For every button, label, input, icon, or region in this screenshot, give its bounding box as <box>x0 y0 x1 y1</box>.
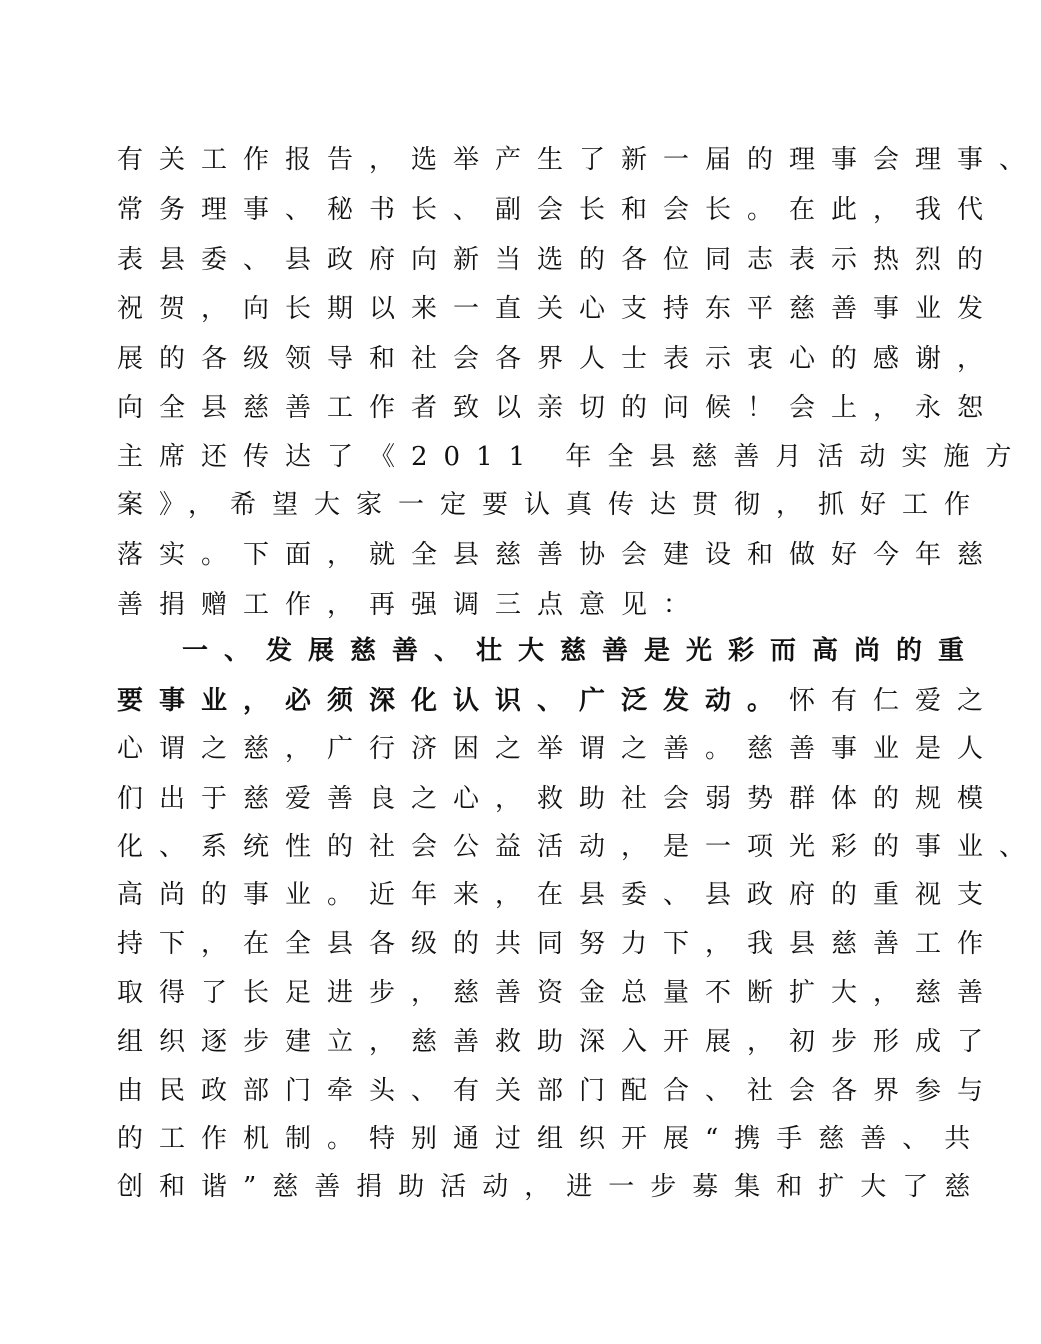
text-line: 表县委、县政府向新当选的各位同志表示热烈的 <box>117 245 1000 275</box>
text-line: 有关工作报告，选举产生了新一届的理事会理事、 <box>117 145 1041 175</box>
text-line: 祝贺，向长期以来一直关心支持东平慈善事业发 <box>117 294 1000 324</box>
text-line: 主席还传达了《2011 年全县慈善月活动实施方 <box>117 442 1028 472</box>
text-line: 善捐赠工作，再强调三点意见： <box>117 590 706 620</box>
heading-continuation-line <box>117 685 1000 717</box>
section-heading: 一、发展慈善、壮大慈善是光彩而高尚的重 <box>182 636 981 666</box>
text-line: 落实。下面，就全县慈善协会建设和做好今年慈 <box>117 540 1000 570</box>
text-line: 向全县慈善工作者致以亲切的问候！会上，永恕 <box>117 393 1000 423</box>
text-line: 们出于慈爱善良之心，救助社会弱势群体的规模 <box>117 784 1000 814</box>
text-line: 由民政部门牵头、有关部门配合、社会各界参与 <box>117 1076 1000 1106</box>
text-line: 的工作机制。特别通过组织开展“携手慈善、共 <box>117 1124 987 1154</box>
text-line: 展的各级领导和社会各界人士表示衷心的感谢， <box>117 344 1000 374</box>
text-line: 常务理事、秘书长、副会长和会长。在此，我代 <box>117 195 1000 225</box>
text-line: 心谓之慈，广行济困之举谓之善。慈善事业是人 <box>117 734 1000 764</box>
section-heading-end: 要事业，必须深化认识、广泛发动。 <box>117 686 790 716</box>
text-line: 高尚的事业。近年来，在县委、县政府的重视支 <box>117 880 1000 910</box>
text-line: 案》，希望大家一定要认真传达贯彻，抓好工作 <box>117 490 987 520</box>
text-line: 持下，在全县各级的共同努力下，我县慈善工作 <box>117 929 1000 959</box>
text-line: 化、系统性的社会公益活动，是一项光彩的事业、 <box>117 832 1041 862</box>
text-line: 创和谐”慈善捐助活动，进一步募集和扩大了慈 <box>117 1172 987 1202</box>
text-line-fragment: 怀有仁爱之 <box>789 686 1000 716</box>
text-line: 组织逐步建立，慈善救助深入开展，初步形成了 <box>117 1027 1000 1057</box>
text-line: 取得了长足进步，慈善资金总量不断扩大，慈善 <box>117 978 1000 1008</box>
